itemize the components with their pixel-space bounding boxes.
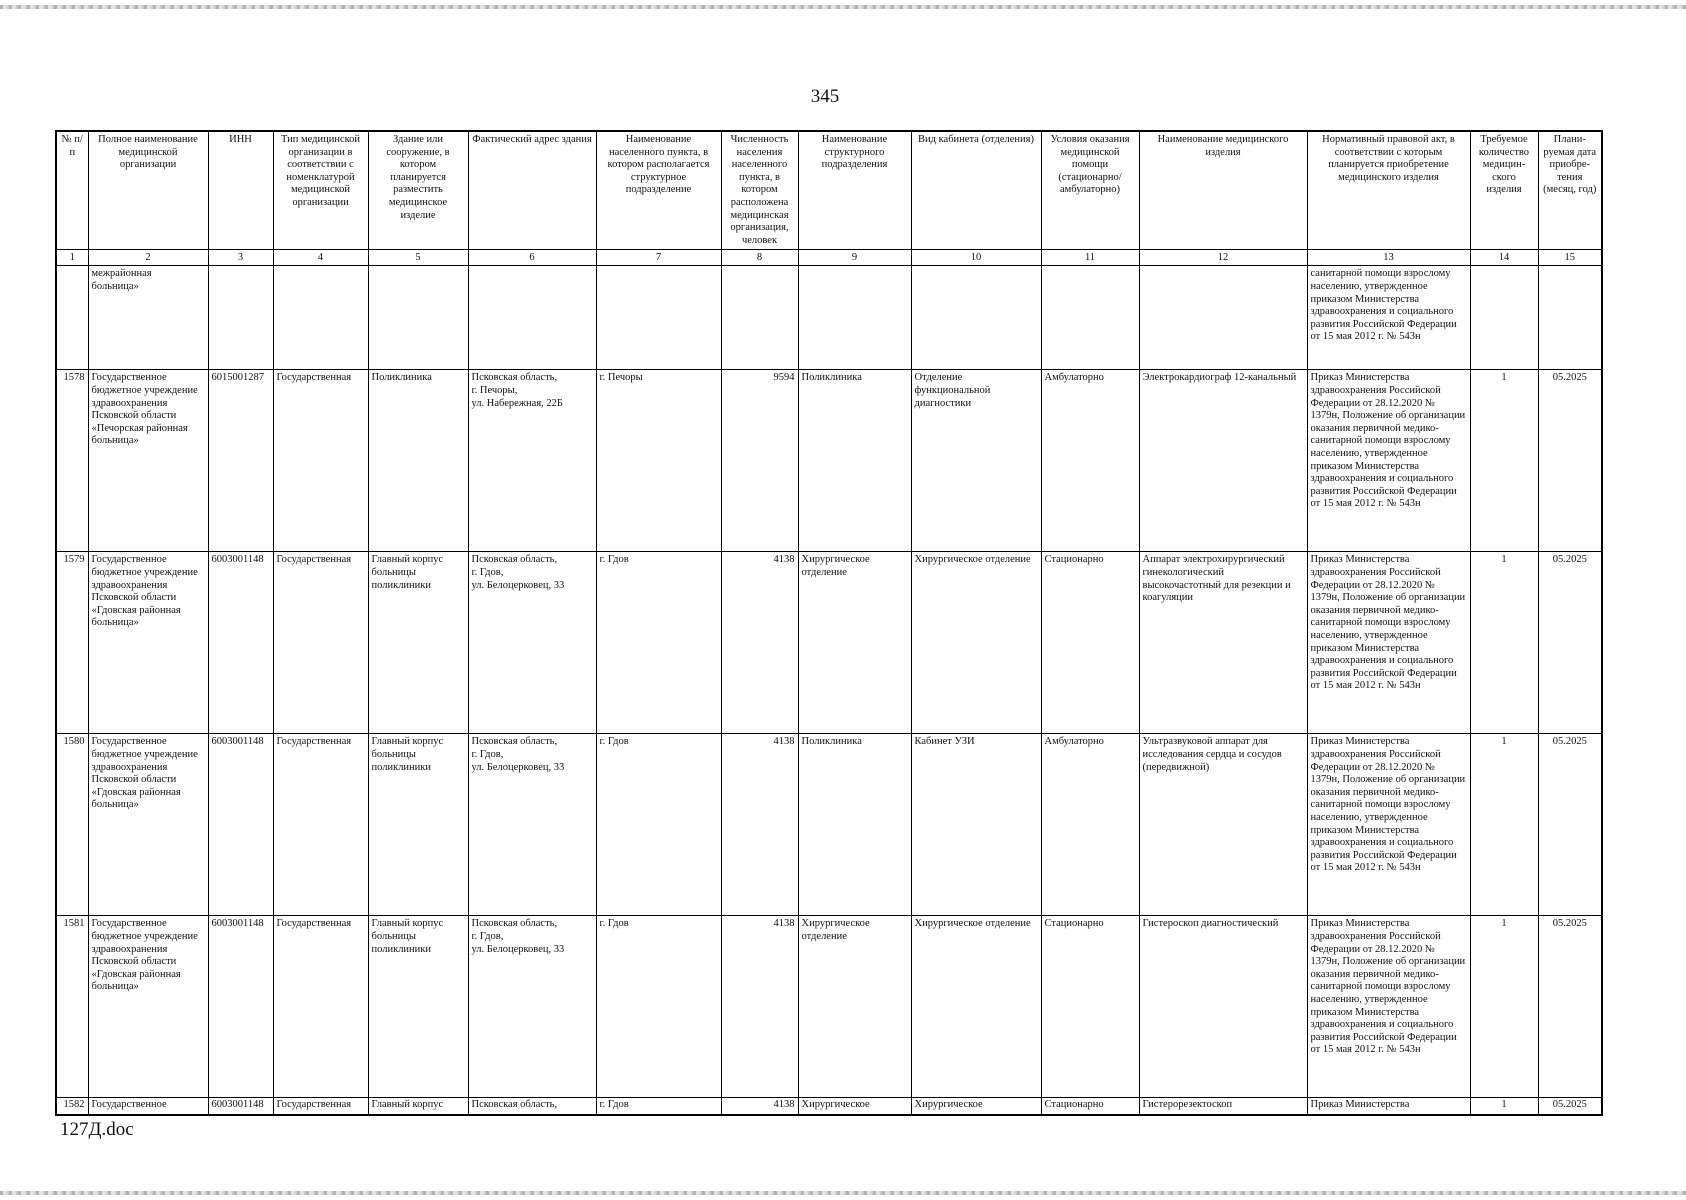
cell-quantity: 1 [1470,1098,1538,1115]
column-header: Тип медицинской организации в соответствии с номенклатурой медицинской организации [273,131,368,250]
cell-device: Электрокардиограф 12-канальный [1139,370,1307,552]
column-number: 15 [1538,250,1602,266]
cell-population: 4138 [721,734,798,916]
cell-type: Государственная [273,734,368,916]
cell-num: 1579 [56,552,88,734]
header-row [56,131,1602,250]
cell-act: Приказ Министерства [1307,1098,1470,1115]
cell-address: Псковская область, г. Печоры, ул. Набережная, 22Б [468,370,596,552]
cell-cabinet: Отделение функциональной диагностики [911,370,1041,552]
cell-num: 1580 [56,734,88,916]
cell-type [273,266,368,370]
cell-num: 1582 [56,1098,88,1115]
cell-address: Псковская область, г. Гдов, ул. Белоцерковец, 33 [468,552,596,734]
cell-population [721,266,798,370]
continuation-row [56,266,1602,370]
cell-population: 4138 [721,916,798,1098]
cell-building: Поликлиника [368,370,468,552]
cell-cabinet: Хирургическое отделение [911,916,1041,1098]
column-number: 7 [596,250,721,266]
column-header: Плани-руемая дата приобре-тения (месяц, год) [1538,131,1602,250]
cell-building: Главный корпус [368,1098,468,1115]
cell-date [1538,266,1602,370]
partial-table-row [56,1098,1602,1115]
cell-act: санитарной помощи взрослому населению, утвержденное приказом Министерства здравоохранения и социального развития Российской Федерации от 15 мая 2012 г. № 543н [1307,266,1470,370]
column-header: Здание или сооружение, в котором планируется разместить медицинское изделие [368,131,468,250]
cell-conditions [1041,266,1139,370]
cell-address [468,266,596,370]
cell-org: Государственное [88,1098,208,1115]
cell-population: 9594 [721,370,798,552]
cell-address: Псковская область, [468,1098,596,1115]
column-number: 6 [468,250,596,266]
cell-cabinet [911,266,1041,370]
column-number: 8 [721,250,798,266]
cell-locality: г. Гдов [596,1098,721,1115]
cell-quantity: 1 [1470,370,1538,552]
column-number: 5 [368,250,468,266]
cell-building: Главный корпус больницы поликлиники [368,552,468,734]
cell-unit: Хирургическое [798,1098,911,1115]
column-header: Фактический адрес здания [468,131,596,250]
cell-locality: г. Печоры [596,370,721,552]
cell-num [56,266,88,370]
cell-device: Ультразвуковой аппарат для исследования сердца и сосудов (передвижной) [1139,734,1307,916]
cell-date: 05.2025 [1538,1098,1602,1115]
cell-conditions: Амбулаторно [1041,370,1139,552]
cell-act: Приказ Министерства здравоохранения Российской Федерации от 28.12.2020 № 1379н, Положение об организации оказания первичной медико-санитарной помощи взрослому населению, утвержденное приказом Министерства здравоохранения и социального развития Российской Федерации от 15 мая 2012 г. № 543н [1307,370,1470,552]
cell-unit: Поликлиника [798,734,911,916]
cell-org: Государственное бюджетное учреждение здравоохранения Псковской области «Гдовская районная больница» [88,734,208,916]
cell-num: 1581 [56,916,88,1098]
scan-edge-bottom [0,1191,1686,1195]
cell-quantity: 1 [1470,552,1538,734]
cell-date: 05.2025 [1538,370,1602,552]
cell-unit [798,266,911,370]
cell-device: Аппарат электрохирургический гинекологический высокочастотный для резекции и коагуляции [1139,552,1307,734]
cell-conditions: Амбулаторно [1041,734,1139,916]
cell-cabinet: Кабинет УЗИ [911,734,1041,916]
cell-org: Государственное бюджетное учреждение здравоохранения Псковской области «Гдовская районная больница» [88,552,208,734]
cell-inn: 6003001148 [208,916,273,1098]
column-number: 12 [1139,250,1307,266]
cell-quantity [1470,266,1538,370]
cell-org: межрайонная больница» [88,266,208,370]
column-header: Вид кабинета (отделения) [911,131,1041,250]
column-number: 10 [911,250,1041,266]
cell-building: Главный корпус больницы поликлиники [368,916,468,1098]
document-filename: 127Д.doc [60,1119,134,1140]
cell-quantity: 1 [1470,734,1538,916]
cell-act: Приказ Министерства здравоохранения Российской Федерации от 28.12.2020 № 1379н, Положение об организации оказания первичной медико-санитарной помощи взрослому населению, утвержденное приказом Министерства здравоохранения и социального развития Российской Федерации от 15 мая 2012 г. № 543н [1307,552,1470,734]
column-number: 3 [208,250,273,266]
column-header: Условия оказания медицинской помощи (стационарно/ амбулаторно) [1041,131,1139,250]
table-row [56,552,1602,734]
column-number: 13 [1307,250,1470,266]
column-number: 11 [1041,250,1139,266]
cell-locality [596,266,721,370]
cell-inn: 6015001287 [208,370,273,552]
page-number: 345 [810,86,840,107]
column-number: 14 [1470,250,1538,266]
column-number: 2 [88,250,208,266]
column-header: № п/п [56,131,88,250]
cell-conditions: Стационарно [1041,1098,1139,1115]
column-header: Полное наименование медицинской организации [88,131,208,250]
cell-locality: г. Гдов [596,552,721,734]
table-row [56,734,1602,916]
column-header: Наименование медицинского изделия [1139,131,1307,250]
cell-device [1139,266,1307,370]
cell-unit: Хирургическое отделение [798,916,911,1098]
column-header: Наименование структурного подразделения [798,131,911,250]
cell-inn: 6003001148 [208,734,273,916]
cell-cabinet: Хирургическое отделение [911,552,1041,734]
cell-num: 1578 [56,370,88,552]
cell-date: 05.2025 [1538,734,1602,916]
cell-org: Государственное бюджетное учреждение здравоохранения Псковской области «Печорская районная больница» [88,370,208,552]
column-header: Нормативный правовой акт, в соответствии с которым планируется приобретение медицинского изделия [1307,131,1470,250]
cell-locality: г. Гдов [596,916,721,1098]
column-number: 1 [56,250,88,266]
cell-population: 4138 [721,552,798,734]
column-number-row [56,250,1602,266]
cell-device: Гистерорезектоскоп [1139,1098,1307,1115]
table-row [56,370,1602,552]
column-number: 4 [273,250,368,266]
cell-locality: г. Гдов [596,734,721,916]
column-header: ИНН [208,131,273,250]
cell-type: Государственная [273,916,368,1098]
cell-inn: 6003001148 [208,552,273,734]
cell-building: Главный корпус больницы поликлиники [368,734,468,916]
column-header: Численность населения населенного пункта, в котором расположена медицинская организация, человек [721,131,798,250]
cell-date: 05.2025 [1538,916,1602,1098]
cell-inn: 6003001148 [208,1098,273,1115]
cell-address: Псковская область, г. Гдов, ул. Белоцерковец, 33 [468,734,596,916]
cell-cabinet: Хирургическое [911,1098,1041,1115]
cell-type: Государственная [273,1098,368,1115]
cell-conditions: Стационарно [1041,552,1139,734]
cell-device: Гистероскоп диагностический [1139,916,1307,1098]
cell-org: Государственное бюджетное учреждение здравоохранения Псковской области «Гдовская районная больница» [88,916,208,1098]
scan-edge-top [0,5,1686,9]
column-header: Требуемое количество медицин-ского изделия [1470,131,1538,250]
cell-quantity: 1 [1470,916,1538,1098]
cell-unit: Хирургическое отделение [798,552,911,734]
table-row [56,916,1602,1098]
column-header: Наименование населенного пункта, в котором располагается структурное подразделение [596,131,721,250]
cell-conditions: Стационарно [1041,916,1139,1098]
cell-inn [208,266,273,370]
cell-building [368,266,468,370]
cell-type: Государственная [273,552,368,734]
column-number: 9 [798,250,911,266]
cell-unit: Поликлиника [798,370,911,552]
equipment-table [55,130,1603,1116]
cell-type: Государственная [273,370,368,552]
cell-date: 05.2025 [1538,552,1602,734]
cell-act: Приказ Министерства здравоохранения Российской Федерации от 28.12.2020 № 1379н, Положение об организации оказания первичной медико-санитарной помощи взрослому населению, утвержденное приказом Министерства здравоохранения и социального развития Российской Федерации от 15 мая 2012 г. № 543н [1307,734,1470,916]
cell-address: Псковская область, г. Гдов, ул. Белоцерковец, 33 [468,916,596,1098]
cell-act: Приказ Министерства здравоохранения Российской Федерации от 28.12.2020 № 1379н, Положение об организации оказания первичной медико-санитарной помощи взрослому населению, утвержденное приказом Министерства здравоохранения и социального развития Российской Федерации от 15 мая 2012 г. № 543н [1307,916,1470,1098]
cell-population: 4138 [721,1098,798,1115]
